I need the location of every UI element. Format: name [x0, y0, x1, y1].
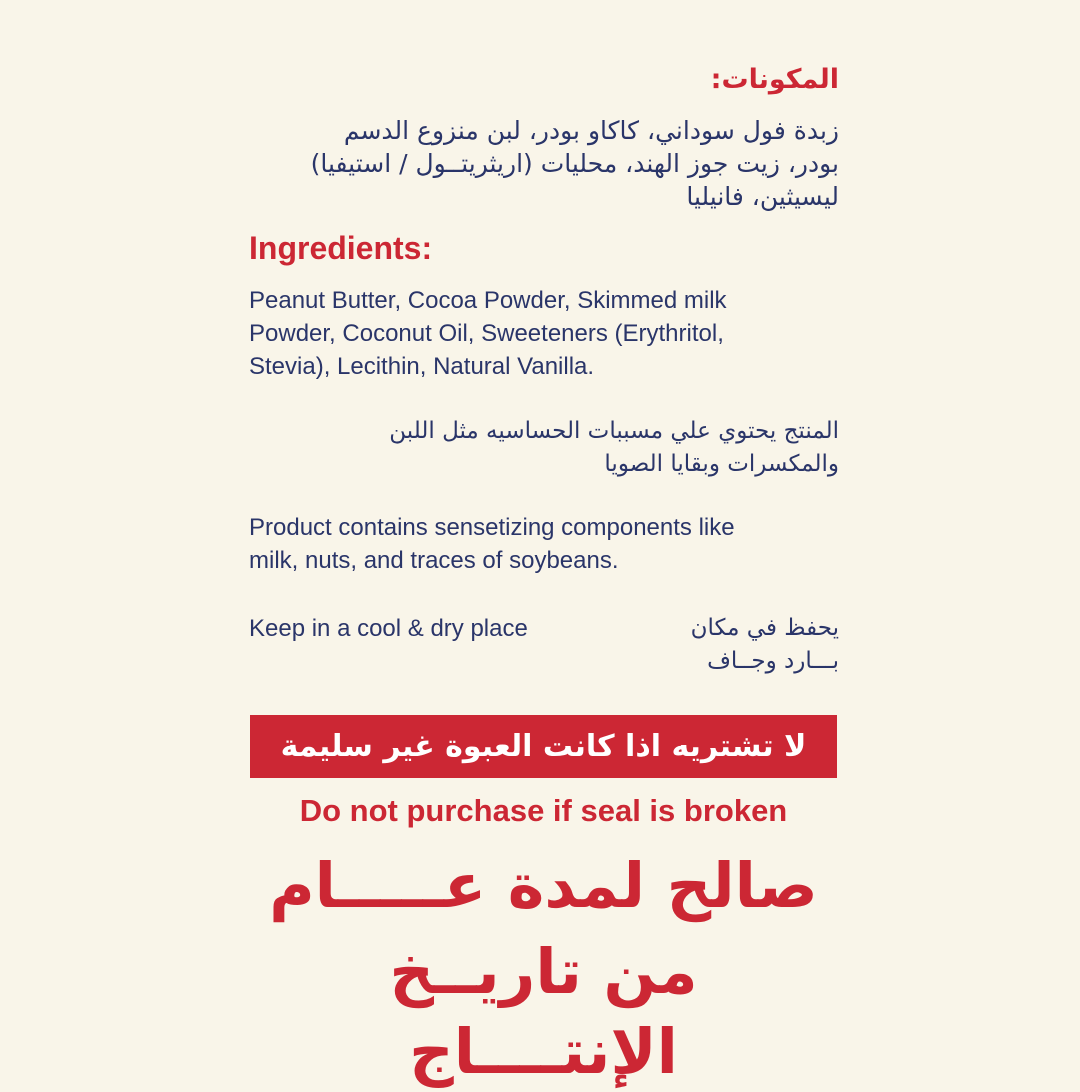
shelf-life-line-1: صالح لمدة عـــــام [269, 849, 818, 922]
seal-warning-en-text: Do not purchase if seal is broken [299, 793, 788, 828]
ingredients-en-line: Powder, Coconut Oil, Sweeteners (Erythritol, [249, 320, 724, 347]
ingredients-en-title: Ingredients: [249, 230, 433, 266]
ingredients-ar-line: ليسيثين، فانيليا [686, 182, 839, 211]
allergy-ar-line: المنتج يحتوي علي مسببات الحساسيه مثل اللبن [389, 418, 839, 444]
storage-ar-line: يحفظ في مكان [690, 615, 839, 641]
ingredients-ar-text [249, 114, 839, 213]
ingredients-ar-line: بودر، زيت جوز الهند، محليات (اريثريتــول / استيفيا) [310, 149, 839, 178]
shelf-life-line-2: من تاريــخ الإنتــــاج [389, 935, 698, 1088]
allergy-ar-text [249, 415, 839, 481]
allergy-en-text [249, 511, 839, 577]
allergy-ar-line: والمكسرات وبقايا الصويا [604, 451, 839, 477]
storage-ar-line: بـــارد وجــاف [707, 648, 839, 674]
allergy-en-line: milk, nuts, and traces of soybeans. [249, 547, 619, 574]
allergy-en-line: Product contains sensetizing components like [249, 514, 735, 541]
ingredients-ar-line: زبدة فول سوداني، كاكاو بودر، لبن منزوع الدسم [343, 116, 839, 145]
ingredients-en-line: Peanut Butter, Cocoa Powder, Skimmed milk [249, 287, 727, 314]
seal-warning-ar-banner: لا تشتريه اذا كانت العبوة غير سليمة [250, 715, 837, 778]
ingredients-en-text [249, 284, 839, 383]
ingredients-en-line: Stevia), Lecithin, Natural Vanilla. [249, 353, 595, 380]
ingredients-ar-title: المكونات: [710, 64, 839, 95]
storage-ar-text [639, 612, 839, 678]
storage-en-text: Keep in a cool & dry place [249, 615, 528, 642]
